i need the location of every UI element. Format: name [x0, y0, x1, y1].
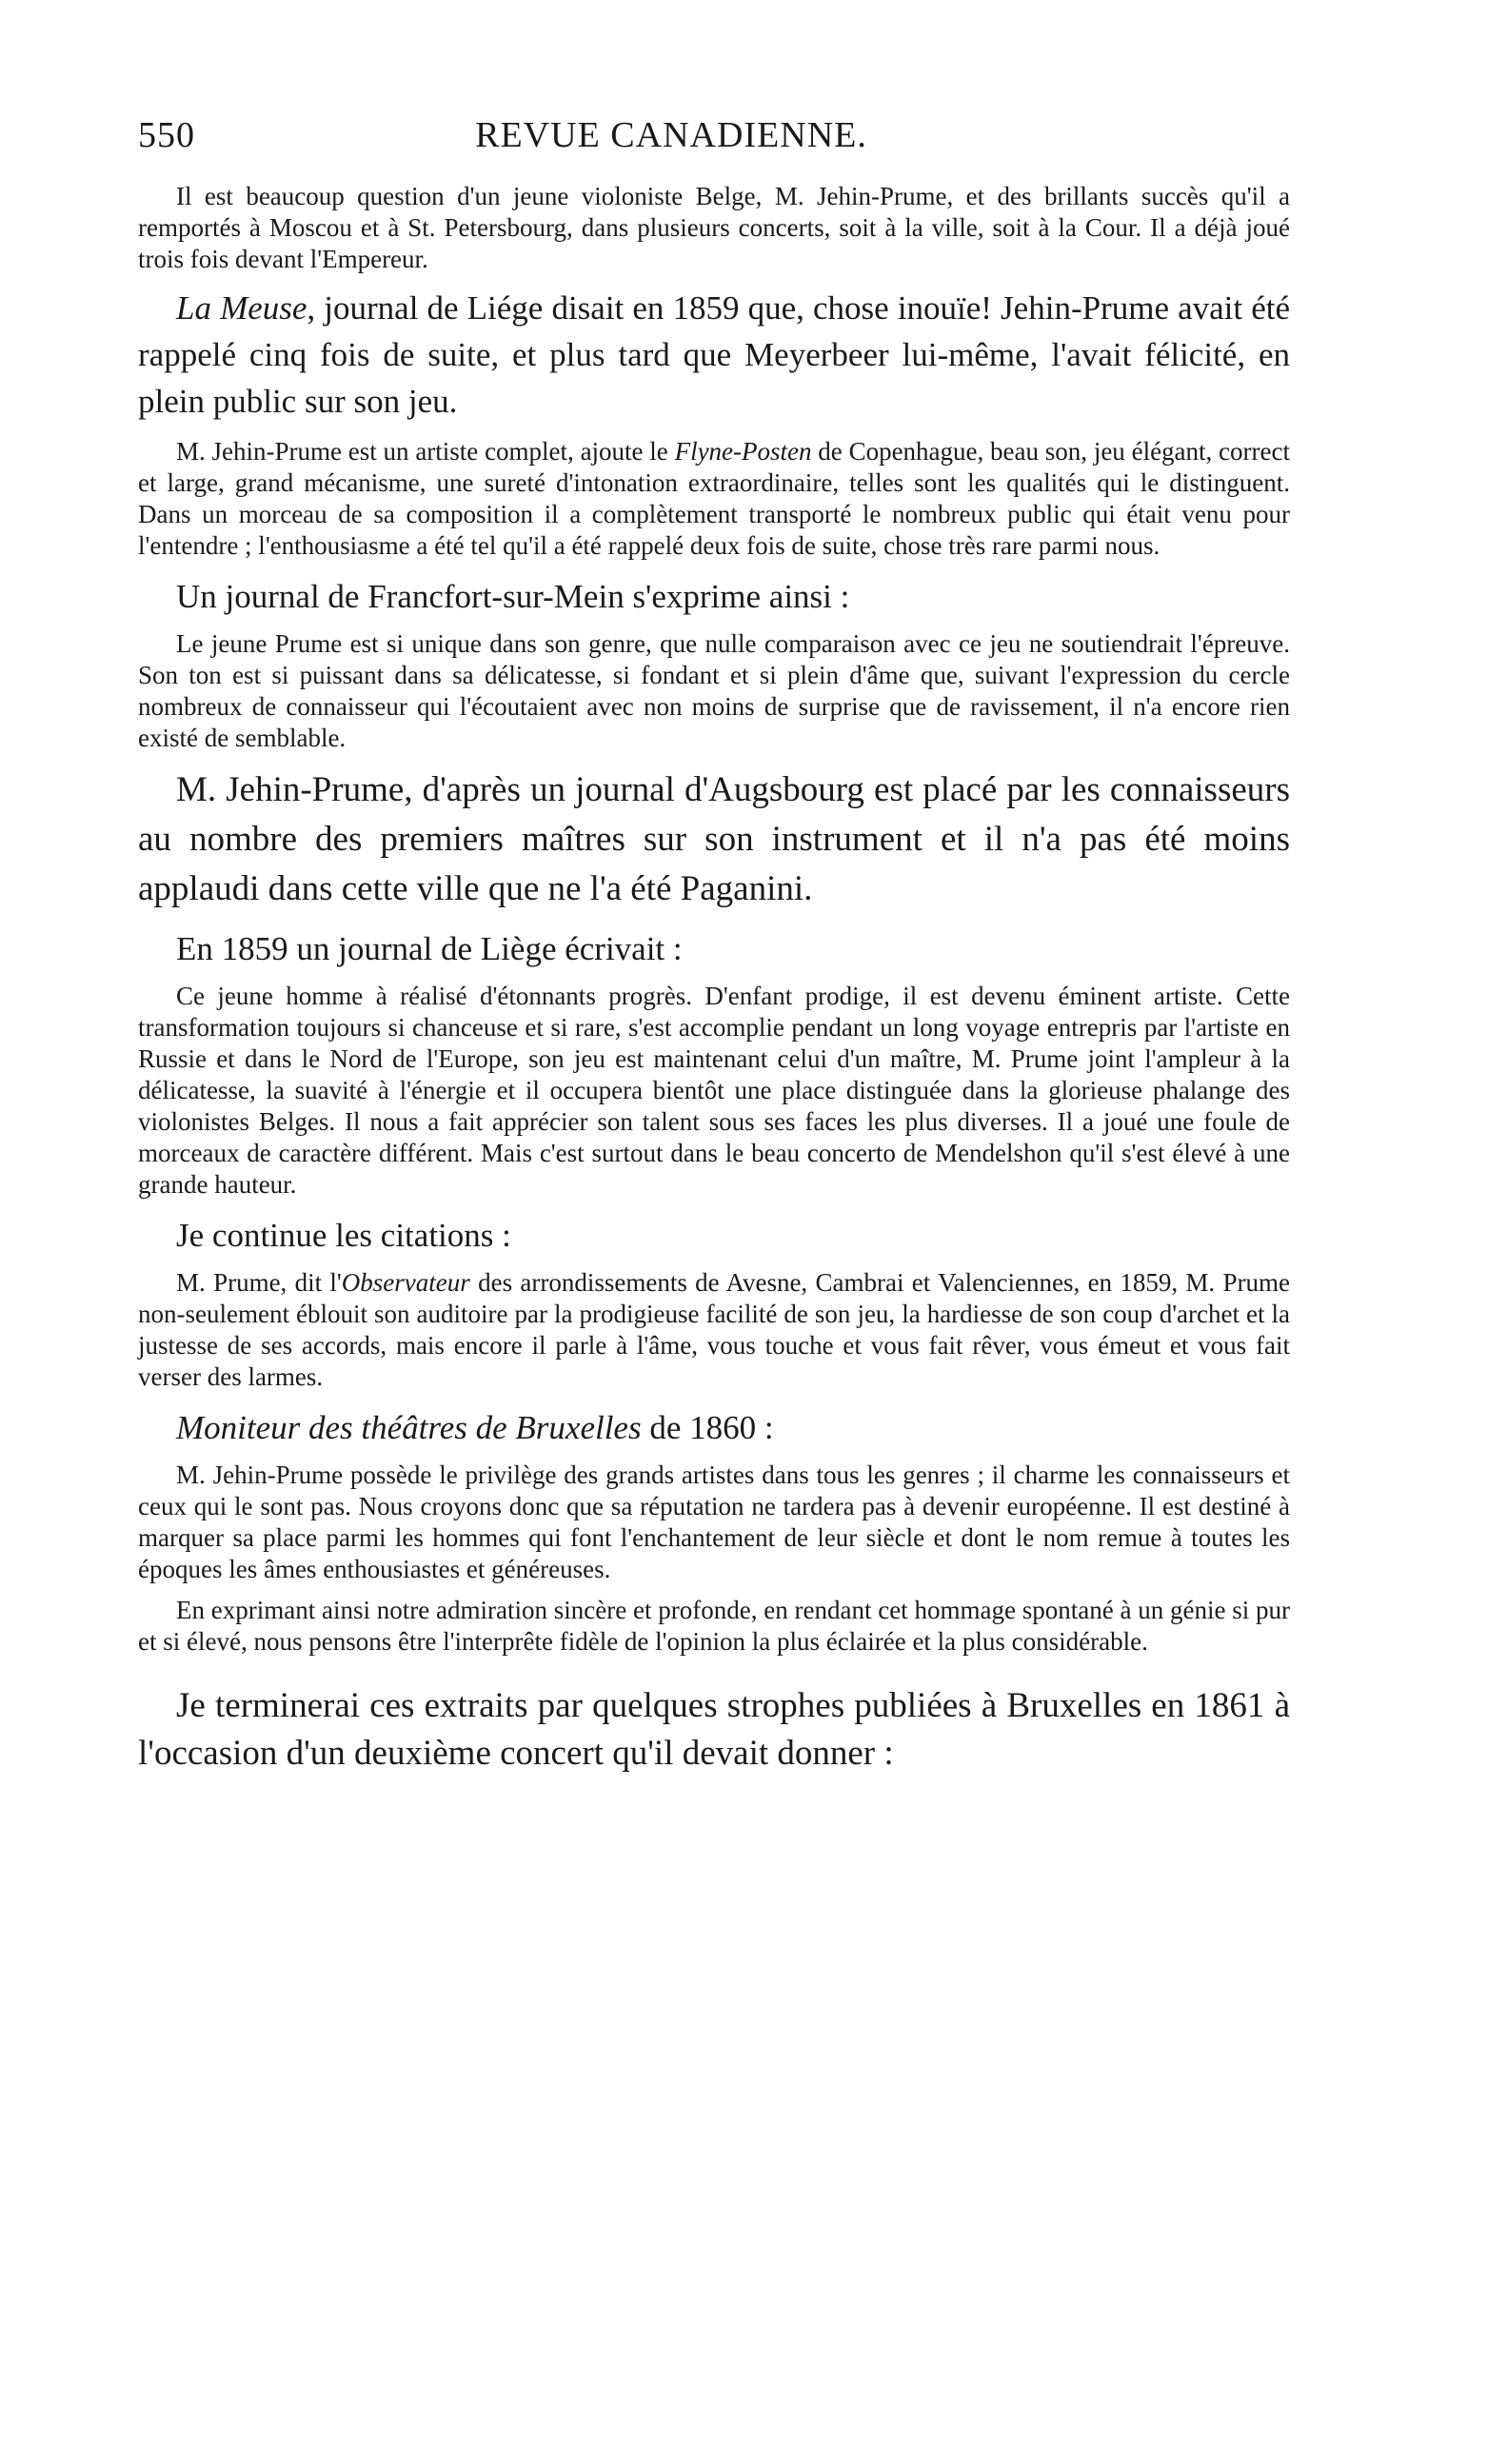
paragraph-2: La Meuse, journal de Liége disait en 1859 que, chose inouïe! Jehin-Prume avait été rappelé cinq fois de suite, et plus tard que Meyerbeer lui-même, l'avait félicité, en plein public sur son jeu. [138, 289, 1291, 420]
paragraph-12: M. Jehin-Prume possède le privilège des grands artistes dans tous les genres ; il charme les connaisseurs et ceux qui le sont pas. Nous croyons donc que sa réputation ne tardera pas à devenir européenne. Il est destiné à marquer sa place parmi les hommes qui font l'enchantement de leur siècle et dont le nom remue à toutes les époques les âmes enthousiastes et généreuses. [138, 1461, 1290, 1583]
paragraph-11: Moniteur des théâtres de Bruxelles de 1860 : [176, 1409, 774, 1446]
page-number: 550 [138, 115, 195, 155]
paragraph-6: M. Jehin-Prume, d'après un journal d'Augsbourg est placé par les connaisseurs au nombre des premiers maîtres sur son instrument et il n'a pas été moins applaudi dans cette ville que ne l'a été Paganini. [138, 770, 1290, 908]
journal-name-flyne-posten: Flyne-Posten [674, 437, 812, 466]
page [138, 114, 1290, 1778]
journal-name-moniteur: Moniteur des théâtres de Bruxelles [176, 1409, 642, 1446]
paragraph-13: En exprimant ainsi notre admiration sincère et profonde, en rendant cet hommage spontané à un génie si pur et si élevé, nous pensons être l'interprête fidèle de l'opinion la plus éclairée et la plus considérable. [138, 1596, 1290, 1656]
paragraph-7: En 1859 un journal de Liège écrivait : [176, 930, 683, 967]
paragraph-1: Il est beaucoup question d'un jeune violoniste Belge, M. Jehin-Prume, et des brillants succès qu'il a remportés à Moscou et à St. Petersbourg, dans plusieurs concerts, soit à la ville, soit à la Cour. Il a déjà joué trois fois devant l'Empereur. [138, 182, 1290, 273]
paragraph-8: Ce jeune homme à réalisé d'étonnants progrès. D'enfant prodige, il est devenu éminent artiste. Cette transformation toujours si chanceuse et si rare, s'est accomplie pendant un long voyage entrepris par l'artiste en Russie et dans le Nord de l'Europe, son jeu est maintenant celui d'un maître, M. Prume joint l'ampleur à la délicatesse, la suavité à l'énergie et il occupera bientôt une place distinguée dans la glorieuse phalange des violonistes Belges. Il nous a fait apprécier son talent sous ses faces les plus diverses. Il a joué une foule de morceaux de caractère différent. Mais c'est surtout dans le beau concerto de Mendelshon qu'il s'est élevé à une grande hauteur. [138, 982, 1290, 1199]
page-header [138, 114, 1290, 181]
paragraph-10: M. Prume, dit l'Observateur des arrondissements de Avesne, Cambrai et Valenciennes, en 1859, M. Prume non-seulement éblouit son auditoire par la prodigieuse facilité de son jeu, la hardiesse de son coup d'archet et la justesse de ses accords, mais encore il parle à l'âme, vous touche et vous fait rêver, vous émeut et vous fait verser des larmes. [138, 1268, 1290, 1391]
paragraph-4: Un journal de Francfort-sur-Mein s'exprime ainsi : [176, 578, 850, 615]
journal-name-observateur: Observateur [341, 1268, 470, 1297]
journal-name-la-meuse: La Meuse [176, 289, 308, 327]
paragraph-3: M. Jehin-Prume est un artiste complet, ajoute le Flyne-Posten de Copenhague, beau son, jeu élégant, correct et large, grand mécanisme, une sureté d'intonation extraordinaire, telles sont les qualités qui le distinguent. Dans un morceau de sa composition il a complètement transporté le nombreux public qui était venu pour l'entendre ; l'enthousiasme a été tel qu'il a été rappelé deux fois de suite, chose très rare parmi nous. [138, 437, 1290, 560]
paragraph-5: Le jeune Prume est si unique dans son genre, que nulle comparaison avec ce jeu ne soutiendrait l'épreuve. Son ton est si puissant dans sa délicatesse, si fondant et si plein d'âme que, suivant l'expression du cercle nombreux de connaisseur qui l'écoutaient avec non moins de surprise que de ravissement, il n'a encore rien existé de semblable. [138, 629, 1290, 752]
paragraph-9: Je continue les citations : [176, 1217, 511, 1254]
paragraph-14: Je terminerai ces extraits par quelques strophes publiées à Bruxelles en 1861 à l'occasion d'un deuxième concert qu'il devait donner : [138, 1686, 1290, 1773]
running-title: REVUE CANADIENNE. [475, 115, 867, 155]
